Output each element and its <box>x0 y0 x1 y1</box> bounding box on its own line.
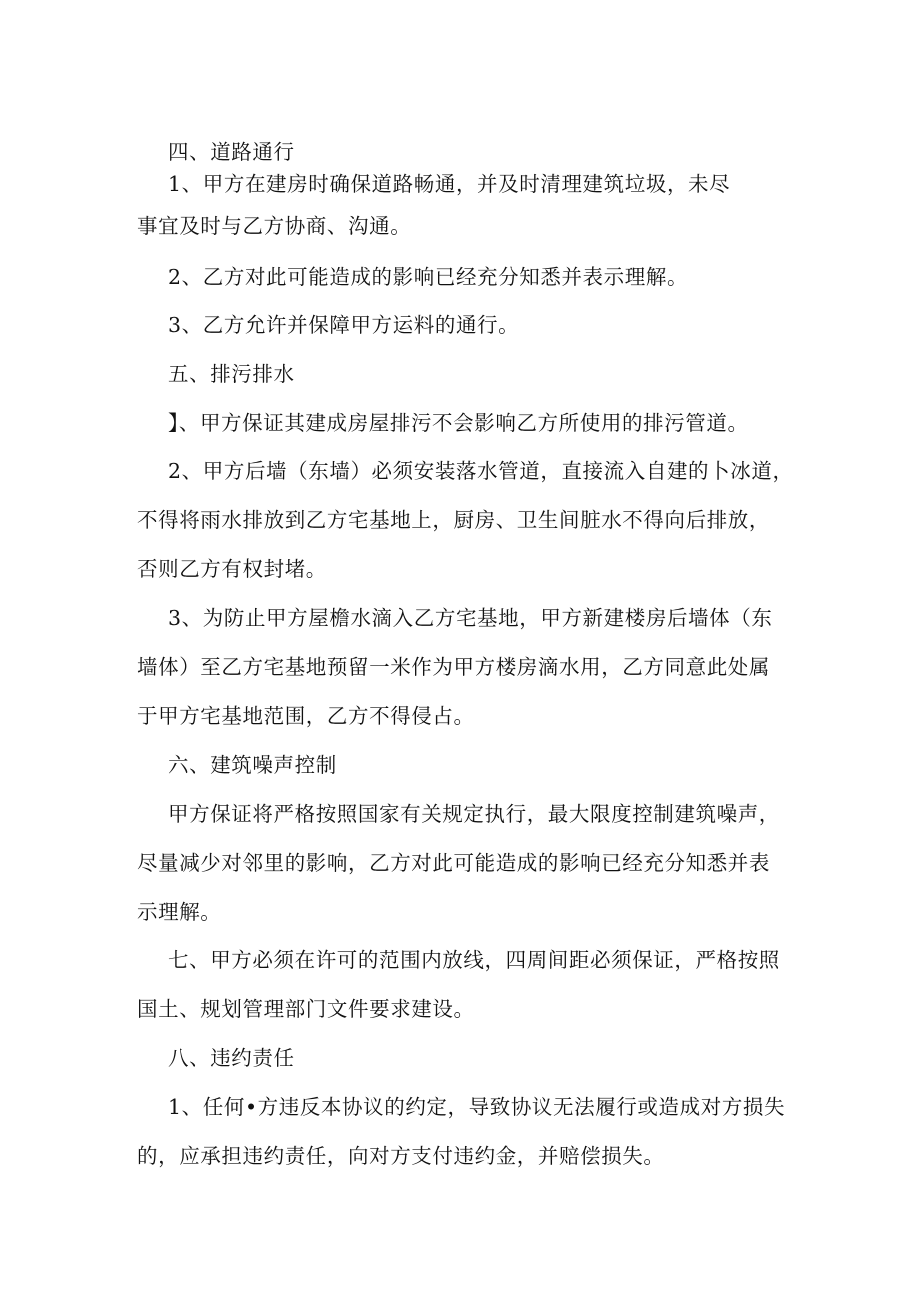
paragraph-line: 事宜及时与乙方协商、沟通。 <box>137 214 412 238</box>
paragraph-line: 不得将雨水排放到乙方宅基地上，厨房、卫生间脏水不得向后排放， <box>137 508 770 532</box>
section-heading-road-access: 四、道路通行 <box>168 140 295 164</box>
paragraph-line: 1、甲方在建房时确保道路畅通，并及时清理建筑垃圾，未尽 <box>168 172 731 196</box>
paragraph-line: 甲方保证将严格按照国家有关规定执行，最大限度控制建筑噪声， <box>168 802 780 826</box>
paragraph-line: 2、乙方对此可能造成的影响已经充分知悉并表示理解。 <box>168 265 689 289</box>
paragraph-line: 3、乙方允许并保障甲方运料的通行。 <box>168 313 520 337</box>
paragraph-line: 七、甲方必须在许可的范围内放线，四周间距必须保证，严格按照 <box>168 948 780 972</box>
section-heading-drainage: 五、排污排水 <box>168 362 295 386</box>
paragraph-line: 否则乙方有权封堵。 <box>137 557 327 581</box>
paragraph-line: 国土、规划管理部门文件要求建设。 <box>137 997 475 1021</box>
paragraph-line: 于甲方宅基地范围，乙方不得侵占。 <box>137 704 475 728</box>
paragraph-line: 2、甲方后墙（东墙）必须安装落水管道，直接流入自建的卜冰道， <box>168 459 794 483</box>
paragraph-line: 1、任何•方违反本协议的约定，导致协议无法履行或造成对方损失 <box>168 1095 786 1119</box>
paragraph-line: 】、甲方保证其建成房屋排污不会影响乙方所使用的排污管道。 <box>168 411 749 435</box>
paragraph-line: 尽量减少对邻里的影响，乙方对此可能造成的影响已经充分知悉并表 <box>137 851 770 875</box>
section-heading-breach-liability: 八、违约责任 <box>168 1046 295 1070</box>
section-heading-noise-control: 六、建筑噪声控制 <box>168 753 337 777</box>
paragraph-line: 墙体）至乙方宅基地预留一米作为甲方楼房滴水用，乙方同意此处属 <box>137 655 770 679</box>
paragraph-line: 3、为防止甲方屋檐水滴入乙方宅基地，甲方新建楼房后墙体（东 <box>168 606 773 630</box>
paragraph-line: 示理解。 <box>137 900 222 924</box>
paragraph-line: 的，应承担违约责任，向对方支付违约金，并赔偿损失。 <box>137 1144 665 1168</box>
